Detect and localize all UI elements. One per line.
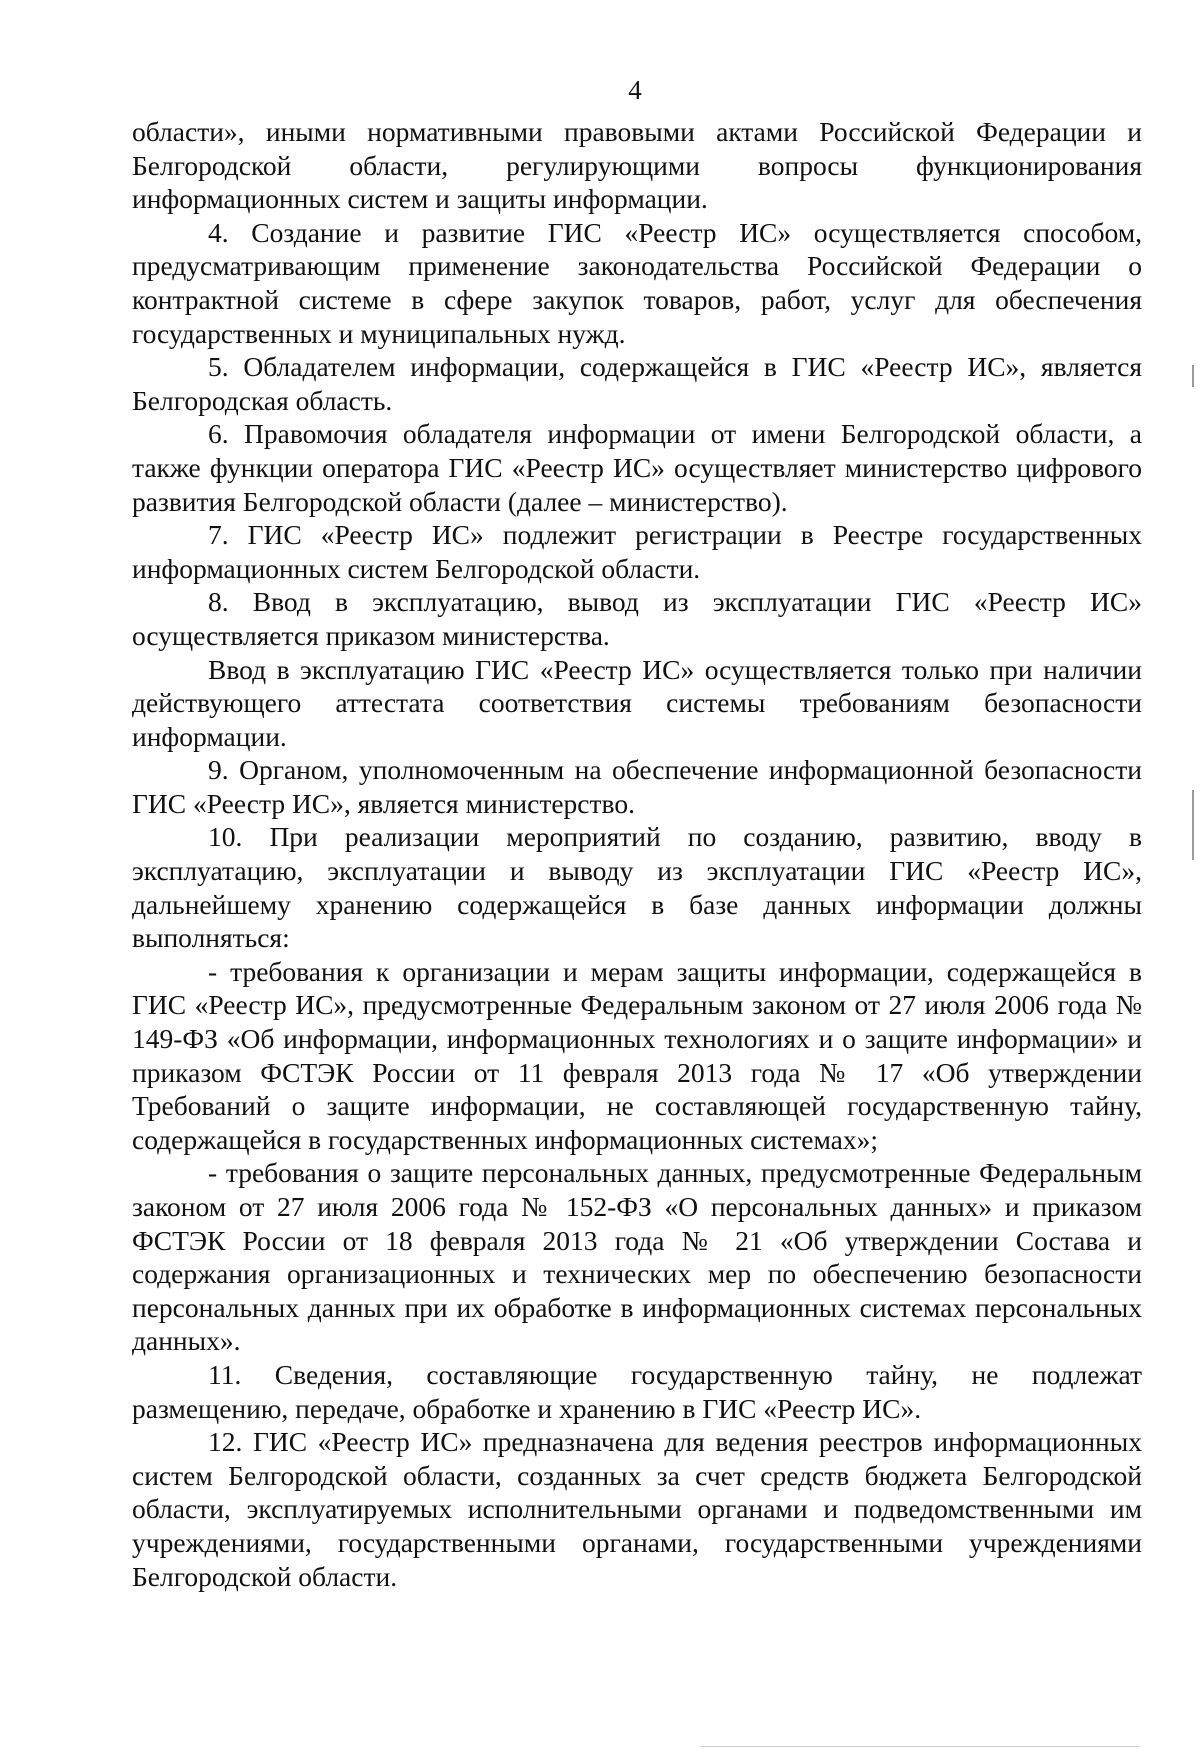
- paragraph-item-5: 5. Обладателем информации, содержащейся в ГИС «Реестр ИС», является Белгородская область.: [132, 351, 1142, 416]
- paragraph-item-8-note: Ввод в эксплуатацию ГИС «Реестр ИС» осуществляется только при наличии действующего аттестата соответствия системы требованиям безопасности информации.: [132, 653, 1142, 752]
- scan-bottom-rule: [700, 1746, 1140, 1747]
- paragraph-item-10-bullet-2: - требования о защите персональных данных, предусмотренные Федеральным законом от 27 июля 2006 года № 152-ФЗ «О персональных данных» и приказом ФСТЭК России от 18 февраля 2013 года № 21 «Об утверждении Состава и содержания организационных и технических мер по обеспечению безопасности персональных данных при их обработке в информационных системах персональных данных».: [132, 1157, 1142, 1357]
- document-body: [132, 115, 1142, 1593]
- page-number: 4: [628, 75, 642, 105]
- paragraph-item-12: 12. ГИС «Реестр ИС» предназначена для ведения реестров информационных систем Белгородской области, созданных за счет средств бюджета Белгородской области, эксплуатируемых исполнительными органами и подведомственными им учреждениями, государственными органами, государственными учреждениями Белгородской области.: [132, 1426, 1142, 1592]
- paragraph-item-10-bullet-1: - требования к организации и мерам защиты информации, содержащейся в ГИС «Реестр ИС», предусмотренные Федеральным законом от 27 июля 2006 года № 149-ФЗ «Об информации, информационных технологиях и о защите информации» и приказом ФСТЭК России от 11 февраля 2013 года № 17 «Об утверждении Требований о защите информации, не составляющей государственную тайну, содержащейся в государственных информационных системах»;: [132, 955, 1142, 1155]
- paragraph-item-6: 6. Правомочия обладателя информации от имени Белгородской области, а также функции оператора ГИС «Реестр ИС» осуществляет министерство цифрового развития Белгородской области (далее – министерство).: [132, 418, 1142, 517]
- paragraph-item-10: 10. При реализации мероприятий по созданию, развитию, вводу в эксплуатацию, эксплуатации и выводу из эксплуатации ГИС «Реестр ИС», дальнейшему хранению содержащейся в базе данных информации должны выполняться:: [132, 821, 1142, 954]
- paragraph-item-7: 7. ГИС «Реестр ИС» подлежит регистрации в Реестре государственных информационных систем Белгородской области.: [132, 519, 1142, 584]
- paragraph-item-9: 9. Органом, уполномоченным на обеспечение информационной безопасности ГИС «Реестр ИС», является министерство.: [132, 754, 1142, 819]
- paragraph-item-8: 8. Ввод в эксплуатацию, вывод из эксплуатации ГИС «Реестр ИС» осуществляется приказом министерства.: [132, 586, 1142, 651]
- paragraph-item-11: 11. Сведения, составляющие государственную тайну, не подлежат размещению, передаче, обработке и хранению в ГИС «Реестр ИС».: [132, 1358, 1142, 1424]
- scan-edge-mark-lower: [1192, 790, 1194, 860]
- paragraph-item-4: 4. Создание и развитие ГИС «Реестр ИС» осуществляется способом, предусматривающим применение законодательства Российской Федерации о контрактной системе в сфере закупок товаров, работ, услуг для обеспечения государственных и муниципальных нужд.: [132, 216, 1142, 349]
- paragraph-continuation: области», иными нормативными правовыми актами Российской Федерации и Белгородской области, регулирующими вопросы функционирования информационных систем и защиты информации.: [132, 116, 1142, 215]
- scan-edge-mark-upper: [1192, 365, 1194, 387]
